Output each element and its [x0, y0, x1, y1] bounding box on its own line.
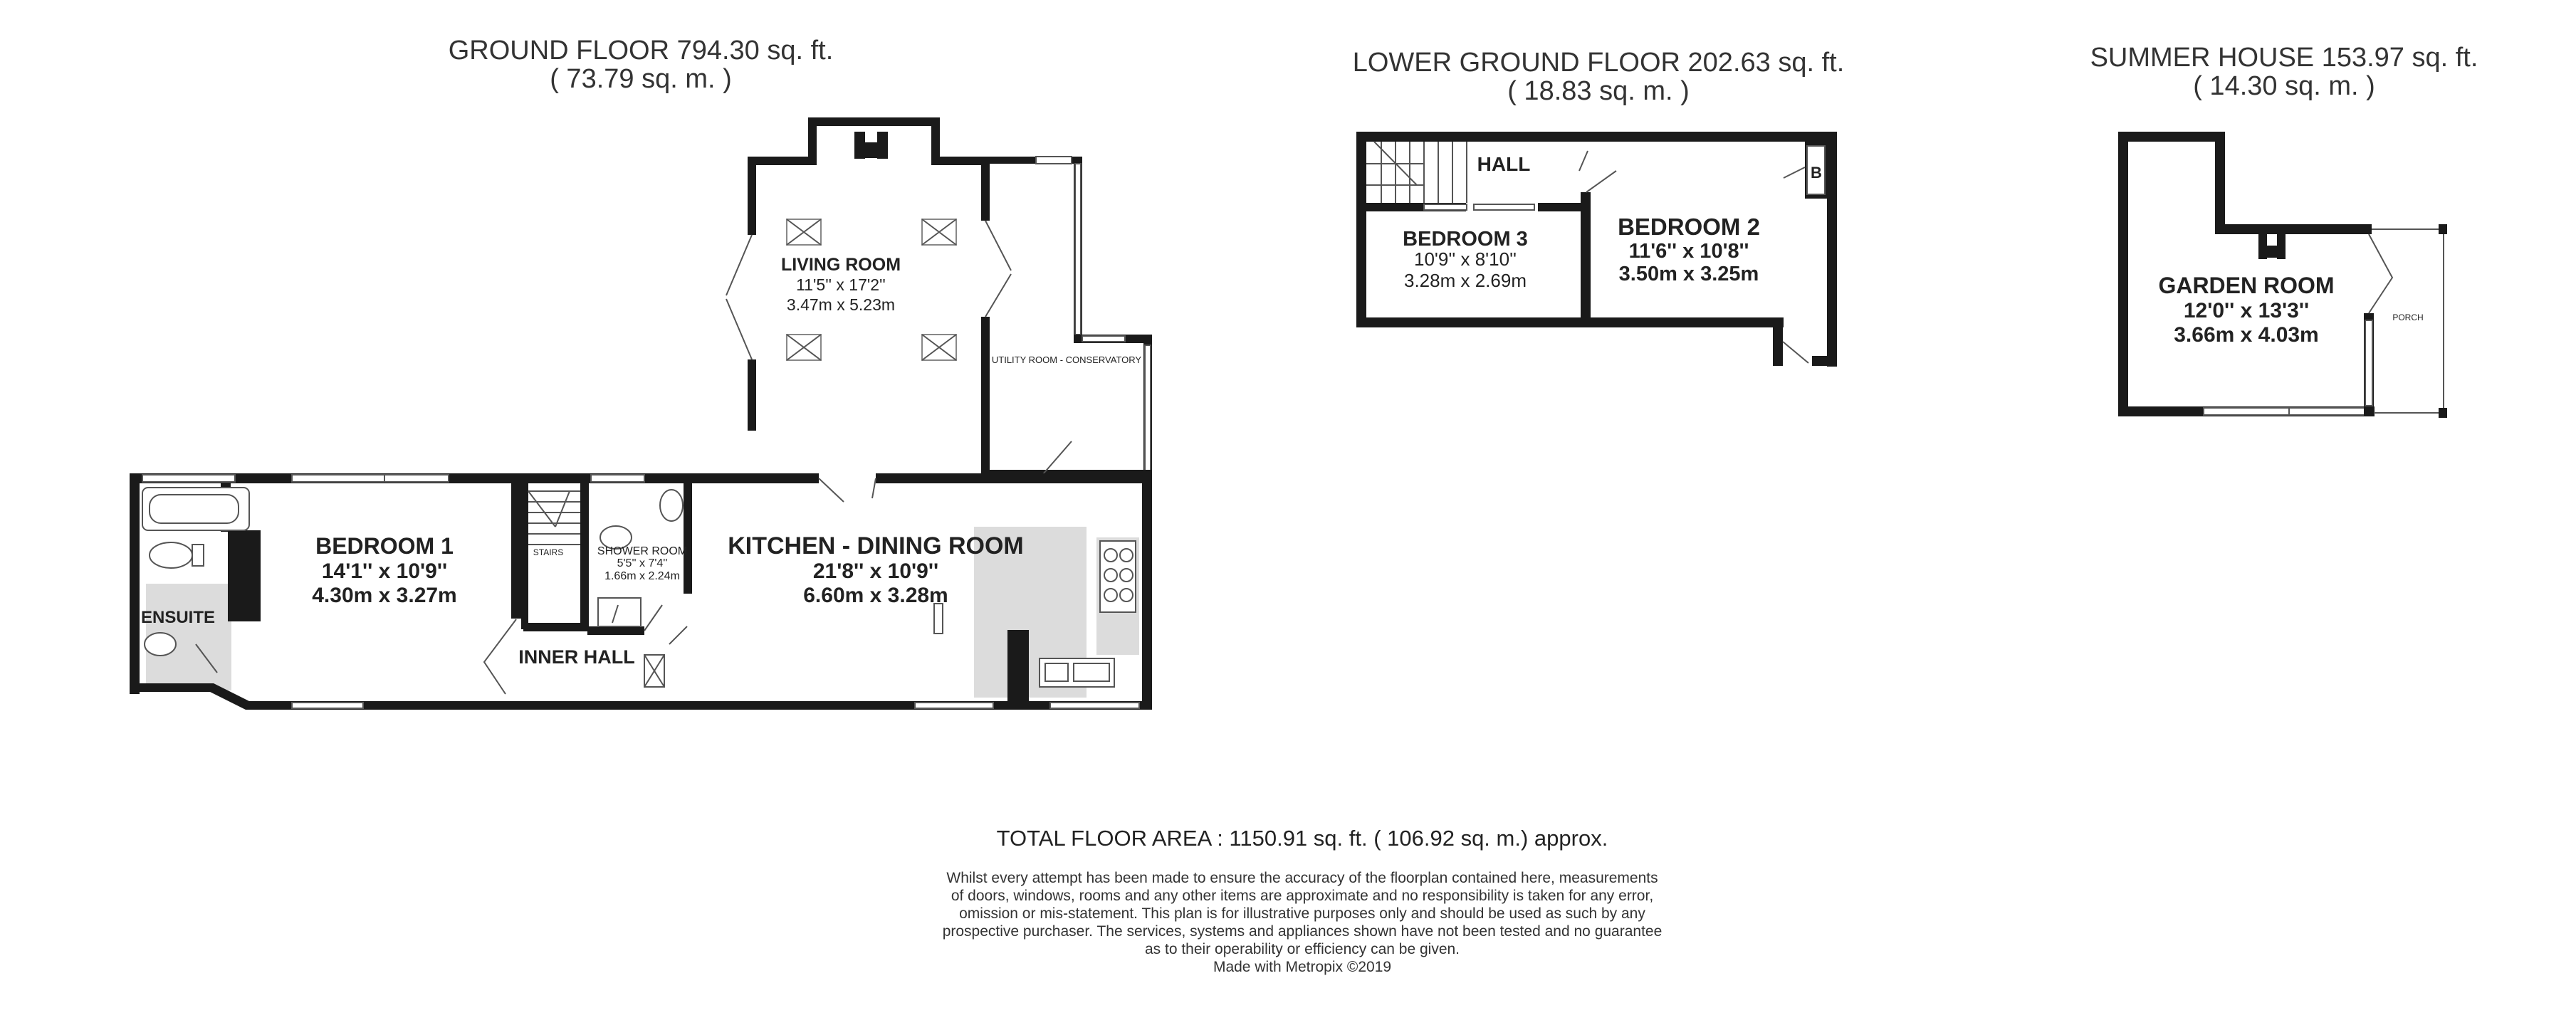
- bedroom1-name: BEDROOM 1: [315, 533, 454, 559]
- window-kitchen-sink: [1050, 703, 1139, 708]
- living-room-wall-left-lower: [748, 359, 756, 431]
- kitchen-imperial: 21'8'' x 10'9'': [812, 559, 939, 583]
- summer-house-subtitle: ( 14.30 sq. m. ): [2193, 71, 2375, 101]
- conservatory: [981, 157, 1152, 478]
- ensuite-toilet: [150, 542, 192, 568]
- sh-window-right: [2365, 320, 2372, 406]
- lg-left-wall: [1356, 132, 1366, 327]
- ground-floor-title: GROUND FLOOR 794.30 sq. ft.: [448, 36, 834, 65]
- bedroom1-right-wall: [511, 483, 521, 619]
- shower-bottom-wall: [587, 626, 644, 635]
- garden-room-imperial: 12'0'' x 13'3'': [2183, 299, 2310, 322]
- metropix-credit: Made with Metropix ©2019: [1213, 959, 1392, 975]
- lg-bottom-wall: [1356, 317, 1784, 327]
- lower-ground-floor-title: LOWER GROUND FLOOR 202.63 sq. ft.: [1352, 48, 1845, 78]
- bedroom3-imperial: 10'9'' x 8'10'': [1414, 248, 1517, 270]
- disclaimer-line: Whilst every attempt has been made to ensure the accuracy of the floorplan contained here, measurements: [946, 870, 1658, 886]
- garden-room-name: GARDEN ROOM: [2158, 273, 2335, 298]
- window-bedroom1-a: [292, 475, 384, 482]
- shower-room-name: SHOWER ROOM: [597, 545, 688, 557]
- kitchen-pillar: [1007, 630, 1029, 701]
- bedroom3-name: BEDROOM 3: [1403, 228, 1528, 251]
- shower-right-wall: [684, 483, 692, 594]
- living-room-metric: 3.47m x 5.23m: [786, 295, 896, 314]
- porch-label: PORCH: [2392, 312, 2424, 322]
- boiler-label: B: [1811, 164, 1822, 182]
- disclaimer-line: as to their operability or efficiency can be given.: [1144, 941, 1460, 957]
- lg-step-wall: [1773, 317, 1783, 366]
- kitchen-name: KITCHEN - DINING ROOM: [728, 532, 1024, 559]
- bedroom1-imperial: 14'1'' x 10'9'': [321, 559, 448, 583]
- living-room-wall-right-upper: [981, 157, 990, 221]
- hall-name: HALL: [1477, 153, 1531, 175]
- ground-floor-plan: [130, 117, 1152, 710]
- lg-right-wall: [1827, 132, 1837, 367]
- sh-left-wall: [2118, 132, 2128, 416]
- shower-door: [644, 605, 687, 644]
- kitchen-radiator: [934, 604, 943, 634]
- shower-room-metric: 1.66m x 2.24m: [604, 570, 680, 582]
- window-ensuite: [142, 475, 235, 482]
- kitchen-metric: 6.60m x 3.28m: [803, 584, 948, 607]
- disclaimer: [943, 870, 1663, 975]
- bedroom1-door: [484, 619, 516, 694]
- lg-bottom-right-wall: [1812, 356, 1837, 366]
- garden-room-metric: 3.66m x 4.03m: [2174, 323, 2319, 347]
- bedroom3-metric: 3.28m x 2.69m: [1404, 270, 1527, 291]
- living-room-walls: [748, 117, 990, 235]
- kitchen-doorway: [819, 473, 876, 483]
- disclaimer-line: of doors, windows, rooms and any other items are approximate and no responsibility is taken for any error,: [951, 888, 1654, 904]
- bedroom2-imperial: 11'6'' x 10'8'': [1628, 240, 1749, 263]
- bedroom-divider: [1581, 192, 1591, 327]
- window-kitchen-bottom: [915, 703, 993, 708]
- bedroom2-metric: 3.50m x 3.25m: [1618, 263, 1759, 285]
- living-room-side-doors: [985, 221, 1011, 317]
- ground-left-wall: [130, 473, 140, 694]
- ground-right-wall: [1142, 473, 1152, 708]
- lower-ground-floor-subtitle: ( 18.83 sq. m. ): [1507, 76, 1690, 106]
- sh-step-wall: [2215, 224, 2372, 234]
- ensuite-name: ENSUITE: [140, 608, 216, 627]
- lg-stairs: [1366, 142, 1467, 203]
- stairs-left-wall: [521, 483, 528, 629]
- living-room-wall-right-lower: [981, 317, 990, 480]
- disclaimer-line: omission or mis-statement. This plan is for illustrative purposes only and should be used as such by any: [959, 905, 1645, 922]
- summer-house-title: SUMMER HOUSE 153.97 sq. ft.: [2090, 43, 2478, 73]
- sh-window-bottom-b: [2289, 408, 2367, 415]
- disclaimer-line: prospective purchaser. The services, systems and appliances shown have not been tested and no guarantee: [942, 923, 1663, 940]
- inner-hall-name: INNER HALL: [518, 646, 635, 668]
- sh-mid-wall: [2215, 132, 2225, 231]
- sh-window-bottom-a: [2204, 408, 2289, 415]
- window-shower: [591, 475, 644, 482]
- shower-tray: [598, 598, 641, 626]
- ensuite-basin: [145, 633, 176, 656]
- lg-top-wall: [1356, 132, 1837, 142]
- window-bedroom1-bottom: [292, 703, 363, 708]
- hall-door: [1579, 151, 1588, 171]
- stairs-treads: [528, 491, 584, 545]
- window-bedroom1-b: [384, 475, 449, 482]
- sh-top-wall: [2118, 132, 2225, 142]
- living-room-french-doors: [726, 235, 752, 359]
- stairs-right-wall: [580, 483, 589, 631]
- bedroom2-door: [1586, 171, 1616, 192]
- living-room-name: LIVING ROOM: [780, 255, 901, 275]
- bedroom1-metric: 4.30m x 3.27m: [312, 584, 457, 607]
- bedroom2-name: BEDROOM 2: [1618, 214, 1760, 240]
- ensuite-partition: [228, 530, 261, 621]
- utility-room-name: UTILITY ROOM - CONSERVATORY: [991, 354, 1142, 365]
- ground-floor-subtitle: ( 73.79 sq. m. ): [550, 64, 732, 94]
- total-floor-area: TOTAL FLOOR AREA : 1150.91 sq. ft. ( 106.92 sq. m.) approx.: [996, 826, 1608, 851]
- stairs-bottom-wall: [523, 623, 587, 631]
- hall-partition: [1538, 203, 1581, 211]
- lg-exit-door: [1783, 342, 1808, 363]
- sh-door: [2369, 234, 2392, 313]
- stairs-label: STAIRS: [533, 547, 564, 557]
- shower-toilet: [660, 490, 683, 521]
- shower-room-imperial: 5'5'' x 7'4'': [617, 557, 668, 569]
- living-room-imperial: 11'5'' x 17'2'': [796, 275, 886, 294]
